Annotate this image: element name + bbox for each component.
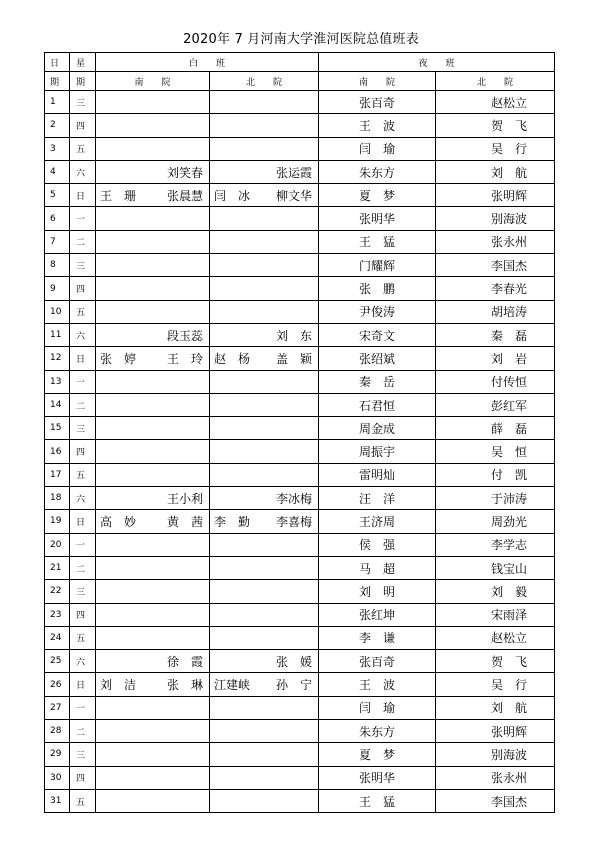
night-north-cell: 吴 恒 [436,440,555,463]
day-cell: 3 [45,137,70,160]
day-north-cell [210,580,319,603]
day-south-cell [96,533,210,556]
night-south-cell: 周振宇 [319,440,436,463]
night-north-cell: 李学志 [436,533,555,556]
weekday-cell: 日 [70,673,96,696]
day-north-cell [210,626,319,649]
weekday-cell: 六 [70,487,96,510]
day-cell: 2 [45,114,70,137]
roster-body [45,53,555,813]
day-south-cell [96,393,210,416]
day-south-cell [96,487,210,510]
day-cell: 13 [45,370,70,393]
day-north-cell [210,650,319,673]
table-row [45,254,555,277]
day-cell: 7 [45,230,70,253]
night-north-cell: 彭红军 [436,393,555,416]
day-north-name-1: 赵 杨 [214,351,251,366]
weekday-cell: 四 [70,766,96,789]
weekday-cell: 五 [70,626,96,649]
day-cell: 14 [45,393,70,416]
day-north-cell [210,277,319,300]
day-north-name-2: 孙 宁 [275,678,312,693]
day-south-name-2: 刘笑春 [166,165,203,180]
day-south-cell [96,650,210,673]
day-north-cell [210,114,319,137]
day-header-bottom: 期 [45,72,70,91]
night-south-cell: 王 猛 [319,230,436,253]
day-south-name-2: 徐 霞 [166,654,203,669]
header-row-2 [45,72,555,91]
night-north-cell: 别海波 [436,743,555,766]
weekday-cell: 三 [70,254,96,277]
day-north-pair [210,653,318,670]
table-row [45,91,555,114]
day-south-cell [96,184,210,207]
day-south-name-1: 张 婷 [100,351,137,366]
day-cell: 25 [45,650,70,673]
night-north-cell: 张明辉 [436,184,555,207]
night-south-header: 南 院 [319,72,436,91]
weekday-cell: 六 [70,650,96,673]
night-north-cell: 付 凯 [436,463,555,486]
day-cell: 24 [45,626,70,649]
day-south-pair [96,187,209,204]
day-north-cell [210,417,319,440]
table-row [45,347,555,370]
night-south-cell: 朱东方 [319,720,436,743]
night-north-cell: 贺 飞 [436,650,555,673]
day-north-cell [210,230,319,253]
day-south-cell [96,300,210,323]
day-cell: 4 [45,160,70,183]
night-south-cell: 周金成 [319,417,436,440]
night-south-cell: 宋奇文 [319,323,436,346]
day-north-cell [210,160,319,183]
night-north-header: 北 院 [436,72,555,91]
table-row [45,696,555,719]
night-south-cell: 王 猛 [319,789,436,812]
day-south-cell [96,626,210,649]
night-north-cell: 刘 航 [436,160,555,183]
night-south-cell: 李 谦 [319,626,436,649]
day-cell: 16 [45,440,70,463]
day-south-pair [96,653,209,670]
night-south-cell: 闫 瑜 [319,696,436,719]
table-row [45,277,555,300]
night-south-cell: 王 波 [319,114,436,137]
night-north-cell: 刘 航 [436,696,555,719]
night-south-cell: 尹俊涛 [319,300,436,323]
weekday-cell: 四 [70,114,96,137]
day-south-cell [96,114,210,137]
weekday-cell: 四 [70,440,96,463]
night-north-cell: 刘 岩 [436,347,555,370]
weekday-cell: 五 [70,789,96,812]
day-north-pair [210,164,318,181]
day-north-cell [210,370,319,393]
day-south-pair [96,676,209,693]
day-north-cell [210,300,319,323]
day-north-cell [210,347,319,370]
table-row [45,720,555,743]
day-south-cell [96,370,210,393]
day-north-name-1: 李 勤 [214,514,251,529]
night-south-cell: 夏 梦 [319,184,436,207]
table-row [45,160,555,183]
day-south-cell [96,254,210,277]
weekday-cell: 一 [70,696,96,719]
day-south-cell [96,277,210,300]
table-row [45,230,555,253]
day-south-cell [96,580,210,603]
day-north-cell [210,137,319,160]
table-row [45,300,555,323]
table-row [45,114,555,137]
night-north-cell: 于沛涛 [436,487,555,510]
table-row [45,417,555,440]
night-south-cell: 马 超 [319,556,436,579]
day-south-name-1: 高 妙 [100,514,137,529]
day-north-cell [210,696,319,719]
day-north-cell [210,766,319,789]
day-north-cell [210,184,319,207]
weekday-cell: 六 [70,160,96,183]
day-south-name-2: 黄 茜 [166,514,203,529]
day-south-cell [96,137,210,160]
night-south-cell: 石君恒 [319,393,436,416]
weekday-cell: 一 [70,207,96,230]
day-cell: 18 [45,487,70,510]
day-south-pair [96,350,209,367]
table-row [45,510,555,533]
day-north-name-2: 刘 东 [275,328,312,343]
night-north-cell: 宋雨泽 [436,603,555,626]
day-north-pair [210,187,318,204]
day-north-cell [210,673,319,696]
night-north-cell: 李国杰 [436,789,555,812]
table-row [45,184,555,207]
weekday-cell: 三 [70,580,96,603]
day-cell: 20 [45,533,70,556]
night-north-cell: 赵松立 [436,626,555,649]
weekday-cell: 二 [70,556,96,579]
day-cell: 12 [45,347,70,370]
day-north-name-2: 李喜梅 [275,514,312,529]
day-north-pair [210,327,318,344]
weekday-cell: 五 [70,300,96,323]
day-cell: 28 [45,720,70,743]
day-north-cell [210,556,319,579]
day-south-name-2: 张 琳 [166,678,203,693]
week-header-top: 星 [70,53,96,72]
table-row [45,580,555,603]
day-cell: 6 [45,207,70,230]
weekday-cell: 六 [70,323,96,346]
weekday-cell: 二 [70,230,96,253]
table-row [45,743,555,766]
day-north-cell [210,207,319,230]
day-cell: 1 [45,91,70,114]
day-north-cell [210,743,319,766]
night-north-cell: 秦 磊 [436,323,555,346]
day-south-name-2: 王 玲 [166,351,203,366]
night-south-cell: 张明华 [319,207,436,230]
night-south-cell: 夏 梦 [319,743,436,766]
day-header-top: 日 [45,53,70,72]
night-south-cell: 张绍斌 [319,347,436,370]
day-cell: 9 [45,277,70,300]
week-header-bottom: 期 [70,72,96,91]
day-south-cell [96,696,210,719]
day-south-cell [96,347,210,370]
night-north-cell: 付传恒 [436,370,555,393]
table-row [45,487,555,510]
day-cell: 11 [45,323,70,346]
day-north-cell [210,91,319,114]
night-north-cell: 胡培涛 [436,300,555,323]
day-north-name-1: 闫 冰 [214,188,251,203]
night-north-cell: 李春光 [436,277,555,300]
day-south-cell [96,440,210,463]
table-row [45,673,555,696]
day-north-pair [210,513,318,530]
night-south-cell: 朱东方 [319,160,436,183]
weekday-cell: 二 [70,720,96,743]
day-north-cell [210,510,319,533]
day-north-cell [210,720,319,743]
weekday-cell: 三 [70,417,96,440]
night-north-cell: 赵松立 [436,91,555,114]
day-cell: 30 [45,766,70,789]
table-row [45,603,555,626]
day-cell: 31 [45,789,70,812]
night-south-cell: 张百奇 [319,650,436,673]
night-south-cell: 闫 瑜 [319,137,436,160]
night-north-cell: 贺 飞 [436,114,555,137]
day-cell: 17 [45,463,70,486]
table-row [45,323,555,346]
day-south-cell [96,160,210,183]
day-north-header: 北 院 [210,72,319,91]
weekday-cell: 四 [70,603,96,626]
day-cell: 8 [45,254,70,277]
day-cell: 27 [45,696,70,719]
page-title: 2020年 7 月河南大学淮河医院总值班表 [183,32,419,47]
weekday-cell: 日 [70,510,96,533]
day-north-cell [210,393,319,416]
day-south-pair [96,327,209,344]
weekday-cell: 三 [70,91,96,114]
table-row [45,137,555,160]
weekday-cell: 三 [70,743,96,766]
night-south-cell: 张明华 [319,766,436,789]
day-south-name-2: 王小利 [166,491,203,506]
day-north-cell [210,463,319,486]
night-south-cell: 王济周 [319,510,436,533]
night-north-cell: 张永州 [436,230,555,253]
night-north-cell: 周劲光 [436,510,555,533]
table-row [45,533,555,556]
day-cell: 15 [45,417,70,440]
table-row [45,650,555,673]
table-row [45,766,555,789]
day-north-name-2: 盖 颖 [275,351,312,366]
night-south-cell: 张百奇 [319,91,436,114]
table-row [45,626,555,649]
day-south-cell [96,207,210,230]
night-south-cell: 门耀辉 [319,254,436,277]
day-shift-header: 白 班 [96,53,319,72]
weekday-cell: 一 [70,533,96,556]
day-cell: 26 [45,673,70,696]
day-north-cell [210,440,319,463]
night-north-cell: 钱宝山 [436,556,555,579]
night-south-cell: 秦 岳 [319,370,436,393]
day-cell: 21 [45,556,70,579]
day-south-name-2: 张晨慧 [166,188,203,203]
night-south-cell: 汪 洋 [319,487,436,510]
day-south-name-1: 刘 洁 [100,678,137,693]
table-row [45,789,555,812]
weekday-cell: 五 [70,463,96,486]
header-row-1 [45,53,555,72]
day-south-cell [96,510,210,533]
day-north-name-2: 张运霞 [275,165,312,180]
day-south-cell [96,789,210,812]
night-south-cell: 王 波 [319,673,436,696]
night-south-cell: 张 鹏 [319,277,436,300]
night-south-cell: 张红坤 [319,603,436,626]
weekday-cell: 日 [70,347,96,370]
night-south-cell: 雷明灿 [319,463,436,486]
day-north-cell [210,254,319,277]
day-cell: 22 [45,580,70,603]
day-north-name-2: 李冰梅 [275,491,312,506]
day-south-cell [96,766,210,789]
day-south-cell [96,323,210,346]
night-shift-header: 夜 班 [319,53,555,72]
day-cell: 5 [45,184,70,207]
table-row [45,370,555,393]
day-south-pair [96,490,209,507]
night-north-cell: 张永州 [436,766,555,789]
day-cell: 10 [45,300,70,323]
table-row [45,440,555,463]
day-north-cell [210,487,319,510]
night-north-cell: 吴 行 [436,673,555,696]
day-south-cell [96,91,210,114]
day-north-cell [210,533,319,556]
weekday-cell: 四 [70,277,96,300]
night-south-cell: 侯 强 [319,533,436,556]
day-south-pair [96,164,209,181]
day-south-cell [96,743,210,766]
day-cell: 23 [45,603,70,626]
night-north-cell: 刘 毅 [436,580,555,603]
night-north-cell: 张明辉 [436,720,555,743]
night-north-cell: 薛 磊 [436,417,555,440]
table-row [45,556,555,579]
day-north-pair [210,676,318,693]
day-cell: 29 [45,743,70,766]
day-south-cell [96,556,210,579]
day-south-pair [96,513,209,530]
weekday-cell: 二 [70,393,96,416]
table-row [45,463,555,486]
day-north-pair [210,490,318,507]
day-south-cell [96,417,210,440]
day-south-cell [96,603,210,626]
day-north-cell [210,603,319,626]
day-north-pair [210,350,318,367]
day-south-header: 南 院 [96,72,210,91]
duty-roster-table [44,52,555,813]
day-north-cell [210,789,319,812]
table-row [45,207,555,230]
night-north-cell: 别海波 [436,207,555,230]
day-south-cell [96,673,210,696]
day-cell: 19 [45,510,70,533]
weekday-cell: 日 [70,184,96,207]
day-north-name-1: 江建峡 [214,678,251,693]
night-north-cell: 李国杰 [436,254,555,277]
day-south-cell [96,463,210,486]
weekday-cell: 一 [70,370,96,393]
night-north-cell: 吴 行 [436,137,555,160]
day-south-name-1: 王 珊 [100,188,137,203]
day-north-name-2: 张 媛 [275,654,312,669]
day-south-cell [96,720,210,743]
weekday-cell: 五 [70,137,96,160]
day-north-name-2: 柳文华 [275,188,312,203]
day-south-name-2: 段玉蕊 [166,328,203,343]
table-row [45,393,555,416]
day-south-cell [96,230,210,253]
day-north-cell [210,323,319,346]
night-south-cell: 刘 明 [319,580,436,603]
